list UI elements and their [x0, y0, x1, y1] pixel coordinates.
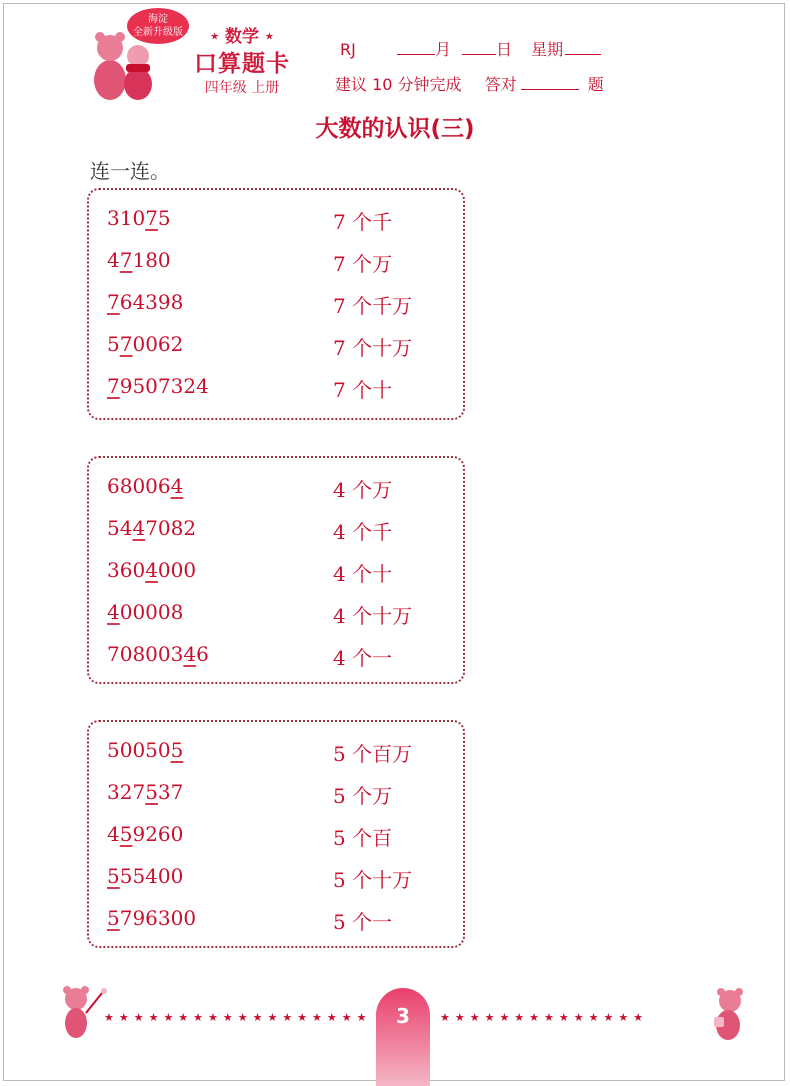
number-item[interactable]: 31075 — [107, 206, 171, 230]
number-item[interactable]: 3604000 — [107, 558, 197, 582]
month-label: 月 — [434, 40, 451, 59]
place-value-item[interactable]: 4 个一 — [333, 646, 393, 670]
number-item[interactable]: 500505 — [107, 738, 184, 762]
day-label: 日 — [496, 40, 513, 59]
weekday-blank[interactable] — [565, 40, 601, 55]
date-line — [340, 37, 601, 60]
month-blank[interactable] — [397, 40, 435, 55]
match-row — [89, 332, 463, 360]
place-value-item[interactable]: 5 个十万 — [333, 868, 413, 892]
place-value-item[interactable]: 4 个十万 — [333, 604, 413, 628]
grade-label: 四年级 上册 — [204, 80, 280, 96]
match-row — [89, 516, 463, 544]
badge-line-1: 海淀 — [148, 14, 168, 25]
weekday-label: 星期 — [531, 40, 564, 59]
match-row — [89, 474, 463, 502]
star-icon: ★ — [264, 31, 274, 43]
number-item[interactable]: 680064 — [107, 474, 184, 498]
star-icon: ★ — [210, 31, 220, 43]
day-blank[interactable] — [462, 40, 496, 55]
match-row — [89, 642, 463, 670]
match-row — [89, 738, 463, 766]
place-value-item[interactable]: 7 个十 — [333, 378, 393, 402]
place-value-item[interactable]: 7 个十万 — [333, 336, 413, 360]
match-group-3 — [87, 720, 465, 948]
page-tab — [376, 988, 430, 1086]
page-title: 大数的认识(三) — [315, 116, 475, 142]
place-value-item[interactable]: 4 个千 — [333, 520, 393, 544]
edition-code: RJ — [340, 40, 356, 59]
place-value-item[interactable]: 7 个千 — [333, 210, 393, 234]
place-value-item[interactable]: 7 个万 — [333, 252, 393, 276]
star-row-right: ★★★★★★★★★★★★★★ — [440, 1011, 649, 1024]
edition-badge — [127, 8, 189, 44]
number-item[interactable]: 570062 — [107, 332, 184, 356]
match-row — [89, 600, 463, 628]
number-item[interactable]: 79507324 — [107, 374, 209, 398]
match-row — [89, 248, 463, 276]
book-title: 口算题卡 — [194, 51, 290, 77]
place-value-item[interactable]: 4 个万 — [333, 478, 393, 502]
goal-line — [335, 72, 604, 95]
match-group-2 — [87, 456, 465, 684]
match-row — [89, 206, 463, 234]
page-number: 3 — [396, 1004, 410, 1028]
number-item[interactable]: 764398 — [107, 290, 184, 314]
subject-label — [196, 22, 288, 47]
questions-label: 题 — [587, 75, 604, 94]
place-value-item[interactable]: 4 个十 — [333, 562, 393, 586]
number-item[interactable]: 400008 — [107, 600, 184, 624]
match-row — [89, 822, 463, 850]
number-item[interactable]: 459260 — [107, 822, 184, 846]
badge-line-2: 全新升级版 — [133, 27, 183, 38]
subject-text: 数学 — [225, 27, 259, 47]
correct-blank[interactable] — [521, 75, 579, 90]
number-item[interactable]: 70800346 — [107, 642, 209, 666]
place-value-item[interactable]: 7 个千万 — [333, 294, 413, 318]
place-value-item[interactable]: 5 个万 — [333, 784, 393, 808]
match-group-1 — [87, 188, 465, 420]
match-row — [89, 906, 463, 934]
star-row-left: ★★★★★★★★★★★★★★★★★★ — [104, 1011, 372, 1024]
place-value-item[interactable]: 5 个一 — [333, 910, 393, 934]
match-row — [89, 864, 463, 892]
suggest-time: 建议 10 分钟完成 — [335, 75, 462, 94]
match-row — [89, 558, 463, 586]
match-row — [89, 780, 463, 808]
number-item[interactable]: 5447082 — [107, 516, 197, 540]
number-item[interactable]: 5796300 — [107, 906, 197, 930]
match-row — [89, 290, 463, 318]
match-row — [89, 374, 463, 402]
place-value-item[interactable]: 5 个百万 — [333, 742, 413, 766]
correct-label: 答对 — [484, 75, 517, 94]
bear-right-icon — [704, 985, 750, 1043]
number-item[interactable]: 555400 — [107, 864, 184, 888]
number-item[interactable]: 327537 — [107, 780, 184, 804]
place-value-item[interactable]: 5 个百 — [333, 826, 393, 850]
bear-left-icon — [58, 983, 110, 1043]
number-item[interactable]: 47180 — [107, 248, 171, 272]
instruction: 连一连。 — [90, 159, 170, 183]
